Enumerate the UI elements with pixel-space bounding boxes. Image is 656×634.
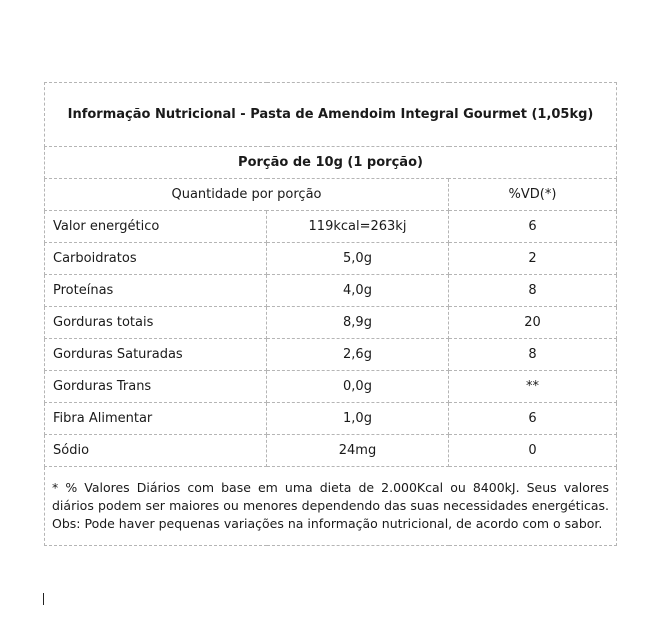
nutrient-vd: 6	[449, 211, 617, 243]
nutrient-quantity: 8,9g	[267, 307, 449, 339]
nutrient-quantity: 0,0g	[267, 371, 449, 403]
table-row	[45, 307, 617, 339]
header-quantity: Quantidade por porção	[45, 179, 449, 211]
nutrient-name: Sódio	[45, 435, 267, 467]
nutrient-name: Gorduras Trans	[45, 371, 267, 403]
table-title-row	[45, 83, 617, 147]
nutrient-name: Gorduras Saturadas	[45, 339, 267, 371]
nutrient-quantity: 4,0g	[267, 275, 449, 307]
nutrient-name: Valor energético	[45, 211, 267, 243]
nutrient-vd: 20	[449, 307, 617, 339]
nutrient-vd: 2	[449, 243, 617, 275]
nutrient-quantity: 24mg	[267, 435, 449, 467]
nutrient-name: Fibra Alimentar	[45, 403, 267, 435]
nutrient-quantity: 1,0g	[267, 403, 449, 435]
table-row	[45, 371, 617, 403]
nutrient-name: Proteínas	[45, 275, 267, 307]
nutrient-name: Carboidratos	[45, 243, 267, 275]
footnote-row	[45, 467, 617, 546]
nutrient-vd: **	[449, 371, 617, 403]
nutrient-quantity: 2,6g	[267, 339, 449, 371]
nutrient-vd: 0	[449, 435, 617, 467]
table-row	[45, 211, 617, 243]
nutrition-table	[44, 82, 617, 546]
nutrient-vd: 8	[449, 339, 617, 371]
portion-label: Porção de 10g (1 porção)	[45, 147, 617, 179]
header-vd: %VD(*)	[449, 179, 617, 211]
nutrient-quantity: 5,0g	[267, 243, 449, 275]
nutrient-quantity: 119kcal=263kj	[267, 211, 449, 243]
table-title: Informação Nutricional - Pasta de Amendoim Integral Gourmet (1,05kg)	[45, 83, 617, 147]
table-row	[45, 403, 617, 435]
table-row	[45, 339, 617, 371]
table-row	[45, 435, 617, 467]
table-row	[45, 275, 617, 307]
table-row	[45, 243, 617, 275]
nutrient-vd: 8	[449, 275, 617, 307]
nutrient-name: Gorduras totais	[45, 307, 267, 339]
column-header-row	[45, 179, 617, 211]
nutrient-vd: 6	[449, 403, 617, 435]
footnote-text: * % Valores Diários com base em uma dieta de 2.000Kcal ou 8400kJ. Seus valores diários podem ser maiores ou menores dependendo das suas necessidades energéticas. Obs: Pode haver pequenas variações na informação nutricional, de acordo com o sabor.	[45, 467, 617, 546]
portion-row	[45, 147, 617, 179]
text-cursor[interactable]	[43, 593, 44, 605]
